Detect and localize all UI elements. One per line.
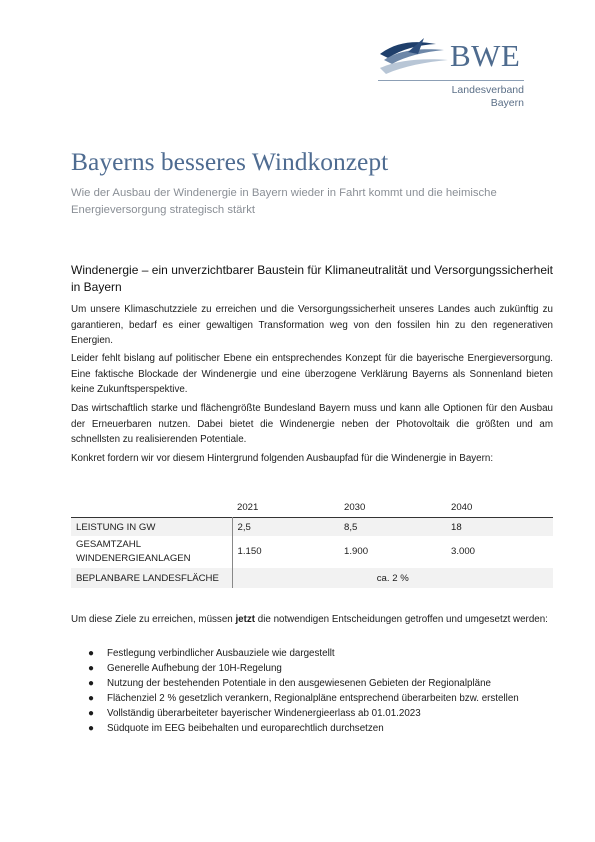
table-row-label: LEISTUNG IN GW — [71, 518, 232, 537]
bullet-icon: ● — [88, 723, 95, 734]
list-item-text: Generelle Aufhebung der 10H-Regelung — [107, 663, 282, 674]
list-item — [71, 676, 553, 691]
closing-emphasis: jetzt — [235, 614, 256, 625]
bullet-icon: ● — [88, 708, 95, 719]
table-row — [71, 518, 553, 537]
table-cell-merged: ca. 2 % — [232, 568, 553, 588]
paragraph-5 — [71, 612, 553, 628]
logo-divider — [378, 80, 524, 81]
demands-list — [71, 646, 553, 736]
wing-swoosh-icon — [378, 36, 448, 76]
list-item-text: Nutzung der bestehenden Potentiale in den ausgewiesenen Gebieten der Regionalpläne — [107, 678, 491, 689]
table-cell: 1.900 — [344, 546, 369, 557]
table-row — [71, 568, 553, 588]
table-header-year: 2030 — [344, 502, 366, 513]
table-row-label: BEPLANBARE LANDESFLÄCHE — [71, 568, 232, 588]
expansion-path-table — [71, 489, 553, 588]
table-cell: 8,5 — [339, 518, 446, 537]
table-row-label: GESAMTZAHL WINDENERGIEANLAGEN — [71, 536, 232, 568]
paragraph-2: Leider fehlt bislang auf politischer Ebene ein entsprechendes Konzept für die bayerische Energieversorgung. Eine faktische Blockade der Windenergie und eine überzogene Verklärung Bayerns als Sonnenland bieten keine Zukunftsperspektive. — [71, 353, 553, 395]
logo-subtitle-line1: Landesverband — [451, 84, 524, 96]
list-item-text: Festlegung verbindlicher Ausbauziele wie dargestellt — [107, 648, 335, 659]
closing-text-after: die notwendigen Entscheidungen getroffen und umgesetzt werden: — [255, 614, 548, 625]
list-item-text: Flächenziel 2 % gesetzlich verankern, Regionalpläne entsprechend überarbeiten bzw. erstellen — [107, 693, 519, 704]
bullet-icon: ● — [88, 648, 95, 659]
list-item — [71, 661, 553, 676]
list-item-text: Vollständig überarbeiteter bayerischer Windenergieerlass ab 01.01.2023 — [107, 708, 421, 719]
table-header-year: 2021 — [237, 502, 259, 513]
logo-subtitle-line2: Bayern — [490, 97, 524, 109]
closing-text-before: Um diese Ziele zu erreichen, müssen — [71, 614, 236, 625]
table-row — [71, 536, 553, 568]
table-cell: 2,5 — [232, 518, 339, 537]
document-title: Bayerns besseres Windkonzept — [71, 147, 389, 176]
bullet-icon: ● — [88, 678, 95, 689]
table-cell: 1.150 — [237, 546, 262, 557]
bullet-icon: ● — [88, 663, 95, 674]
paragraph-3: Das wirtschaftlich starke und flächengrößte Bundesland Bayern muss und kann alle Optionen für den Ausbau der Erneuerbaren nutzen. Dabei bietet die Windenergie neben der Photovoltaik die größten und am schnellsten zu realisierenden Potentiale. — [71, 403, 553, 445]
list-item-text: Südquote im EEG beibehalten und europarechtlich durchsetzen — [107, 723, 384, 734]
list-item — [71, 646, 553, 661]
list-item — [71, 706, 553, 721]
table-header-year: 2040 — [451, 502, 473, 513]
table-header-row — [71, 489, 553, 518]
paragraph-4: Konkret fordern wir vor diesem Hintergrund folgenden Ausbaupfad für die Windenergie in Bayern: — [71, 453, 494, 464]
section-heading: Windenergie – ein unverzichtbarer Baustein für Klimaneutralität und Versorgungssicherheit in Bayern — [71, 263, 553, 294]
table-header-empty — [71, 489, 232, 518]
list-item — [71, 691, 553, 706]
list-item — [71, 721, 553, 736]
bullet-icon: ● — [88, 693, 95, 704]
table-cell: 3.000 — [451, 546, 476, 557]
document-subtitle: Wie der Ausbau der Windenergie in Bayern wieder in Fahrt kommt und die heimische Energieversorgung strategisch stärkt — [71, 187, 497, 216]
bwe-logo — [378, 36, 528, 116]
paragraph-1: Um unsere Klimaschutzziele zu erreichen und die Versorgungssicherheit unseres Landes auch zukünftig zu garantieren, bedarf es einer gewaltigen Transformation weg von den fossilen hin zu den regenerativen Energien. — [71, 304, 553, 346]
logo-wordmark: BWE — [450, 38, 521, 73]
table-cell: 18 — [446, 518, 553, 537]
